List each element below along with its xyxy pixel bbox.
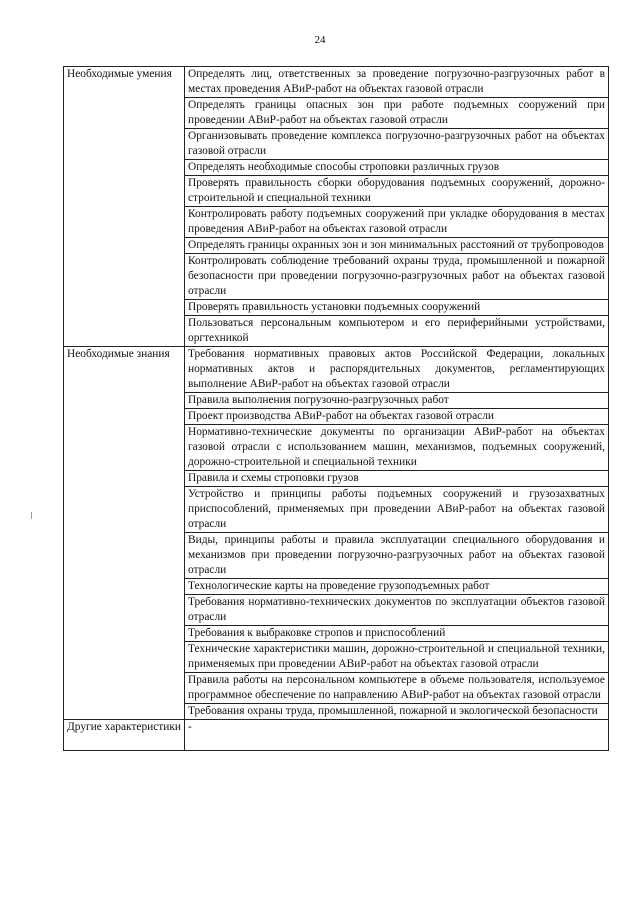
other-value: -: [185, 720, 609, 751]
skill-item: Контролировать работу подъемных сооружений при укладке оборудования в местах проведения АВиР-работ на объектах газовой отрасли: [185, 207, 609, 238]
knowledge-item: Правила выполнения погрузочно-разгрузочных работ: [185, 393, 609, 409]
skill-item: Проверять правильность сборки оборудования подъемных сооружений, дорожно-строительной и специальной техники: [185, 176, 609, 207]
skill-item: Проверять правильность установки подъемных сооружений: [185, 300, 609, 316]
knowledge-item: Виды, принципы работы и правила эксплуатации специального оборудования и механизмов при проведении погрузочно-разгрузочных работ на объектах газовой отрасли: [185, 533, 609, 579]
knowledge-item: Требования к выбраковке стропов и приспособлений: [185, 626, 609, 642]
knowledge-item: Правила работы на персональном компьютере в объеме пользователя, используемое программное обеспечение по направлению АВиР-работ на объектах газовой отрасли: [185, 673, 609, 704]
page-number: 24: [314, 34, 326, 46]
skills-label: Необходимые умения: [64, 67, 185, 347]
skill-item: Определять границы охранных зон и зон минимальных расстояний от трубопроводов: [185, 238, 609, 254]
skill-item: Организовывать проведение комплекса погрузочно-разгрузочных работ на объектах газовой отрасли: [185, 129, 609, 160]
skill-item: Определять лиц, ответственных за проведение погрузочно-разгрузочных работ в местах проведения АВиР-работ на объектах газовой отрасли: [185, 67, 609, 98]
skill-item: Пользоваться персональным компьютером и его периферийными устройствами, оргтехникой: [185, 316, 609, 347]
knowledge-item: Правила и схемы строповки грузов: [185, 471, 609, 487]
knowledge-item: Технологические карты на проведение грузоподъемных работ: [185, 579, 609, 595]
knowledge-label: Необходимые знания: [64, 347, 185, 720]
knowledge-item: Проект производства АВиР-работ на объектах газовой отрасли: [185, 409, 609, 425]
skill-item: Контролировать соблюдение требований охраны труда, промышленной и пожарной безопасности при проведении погрузочно-разгрузочных работ на объектах газовой отрасли: [185, 254, 609, 300]
knowledge-item: Требования охраны труда, промышленной, пожарной и экологической безопасности: [185, 704, 609, 720]
knowledge-item: Требования нормативных правовых актов Российской Федерации, локальных нормативных актов и распорядительных документов, регламентирующих выполнение АВиР-работ на объектах газовой отрасли: [185, 347, 609, 393]
table-row: [64, 67, 609, 98]
knowledge-item: Технические характеристики машин, дорожно-строительной и специальной техники, применяемых при проведении АВиР-работ на объектах газовой отрасли: [185, 642, 609, 673]
knowledge-item: Требования нормативно-технических документов по эксплуатации объектов газовой отрасли: [185, 595, 609, 626]
scan-artifact-mark: [31, 512, 32, 519]
other-label: Другие характеристики: [64, 720, 185, 751]
table-row: [64, 720, 609, 751]
table-row: [64, 347, 609, 393]
knowledge-item: Устройство и принципы работы подъемных сооружений и грузозахватных приспособлений, применяемых при проведении АВиР-работ на объектах газовой отрасли: [185, 487, 609, 533]
knowledge-item: Нормативно-технические документы по организации АВиР-работ на объектах газовой отрасли с использованием машин, механизмов, подъемных сооружений, дорожно-строительной и специальной техники: [185, 425, 609, 471]
competency-table: [63, 66, 609, 751]
skill-item: Определять границы опасных зон при работе подъемных сооружений при проведении АВиР-работ на объектах газовой отрасли: [185, 98, 609, 129]
skill-item: Определять необходимые способы строповки различных грузов: [185, 160, 609, 176]
